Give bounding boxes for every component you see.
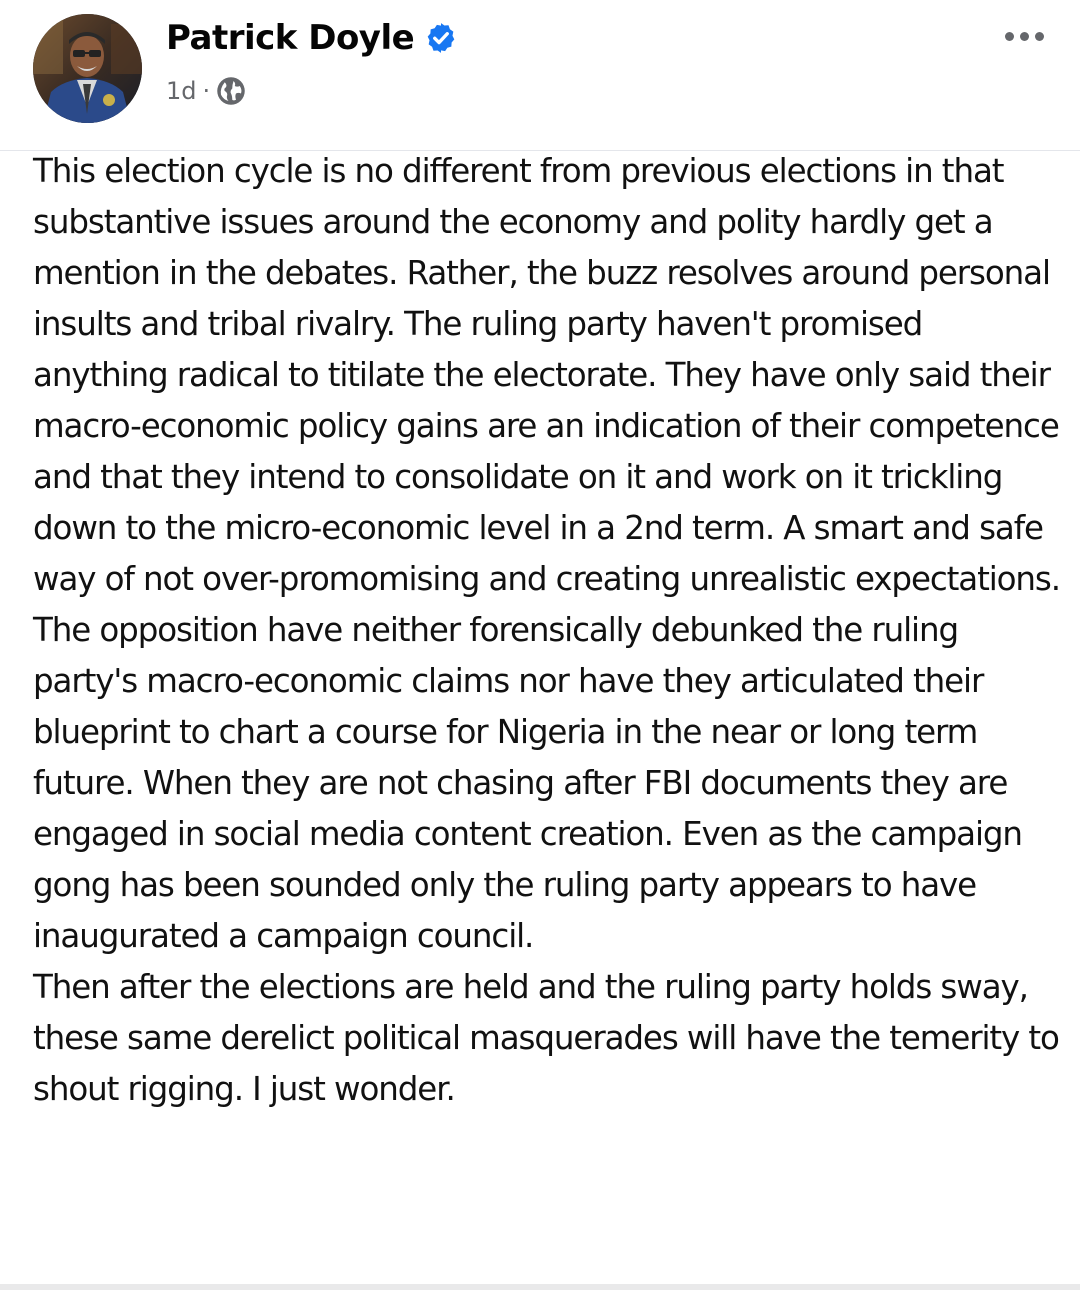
more-options-icon — [1005, 32, 1014, 41]
meta-separator: · — [202, 77, 211, 105]
post-text — [33, 146, 1063, 1115]
author-name-row — [166, 18, 458, 58]
post-meta — [166, 76, 246, 106]
post-timestamp[interactable]: 1d — [166, 77, 197, 105]
post-paragraph: Then after the elections are held and the ruling party holds sway, these same derelict political masquerades will have the temerity to shout rigging. I just wonder. — [33, 968, 1059, 1108]
verified-badge-icon — [424, 21, 458, 55]
post-paragraph: The opposition have neither forensically debunked the ruling party's macro-economic claims nor have they articulated their blueprint to chart a course for Nigeria in the near or long term future. When they are not chasing after FBI documents they are engaged in social media content creation. Even as the campaign gong has been sounded only the ruling party appears to have inaugurated a campaign council. — [33, 611, 1022, 955]
post-header — [0, 0, 1080, 151]
author-name[interactable]: Patrick Doyle — [166, 18, 415, 58]
globe-icon[interactable] — [216, 76, 246, 106]
avatar-photo — [33, 14, 142, 123]
post-divider — [0, 1284, 1080, 1290]
post-paragraph: This election cycle is no different from previous elections in that substantive issues around the economy and polity hardly get a mention in the debates. Rather, the buzz resolves around personal insults and tribal rivalry. The ruling party haven't promised anything radical to titilate the electorate. They have only said their macro-economic policy gains are an indication of their competence and that they intend to consolidate on it and work on it trickling down to the micro-economic level in a 2nd term. A smart and safe way of not over-promomising and creating unrealistic expectations. — [33, 152, 1060, 598]
author-avatar[interactable] — [33, 14, 142, 123]
more-options-button[interactable] — [992, 20, 1056, 52]
